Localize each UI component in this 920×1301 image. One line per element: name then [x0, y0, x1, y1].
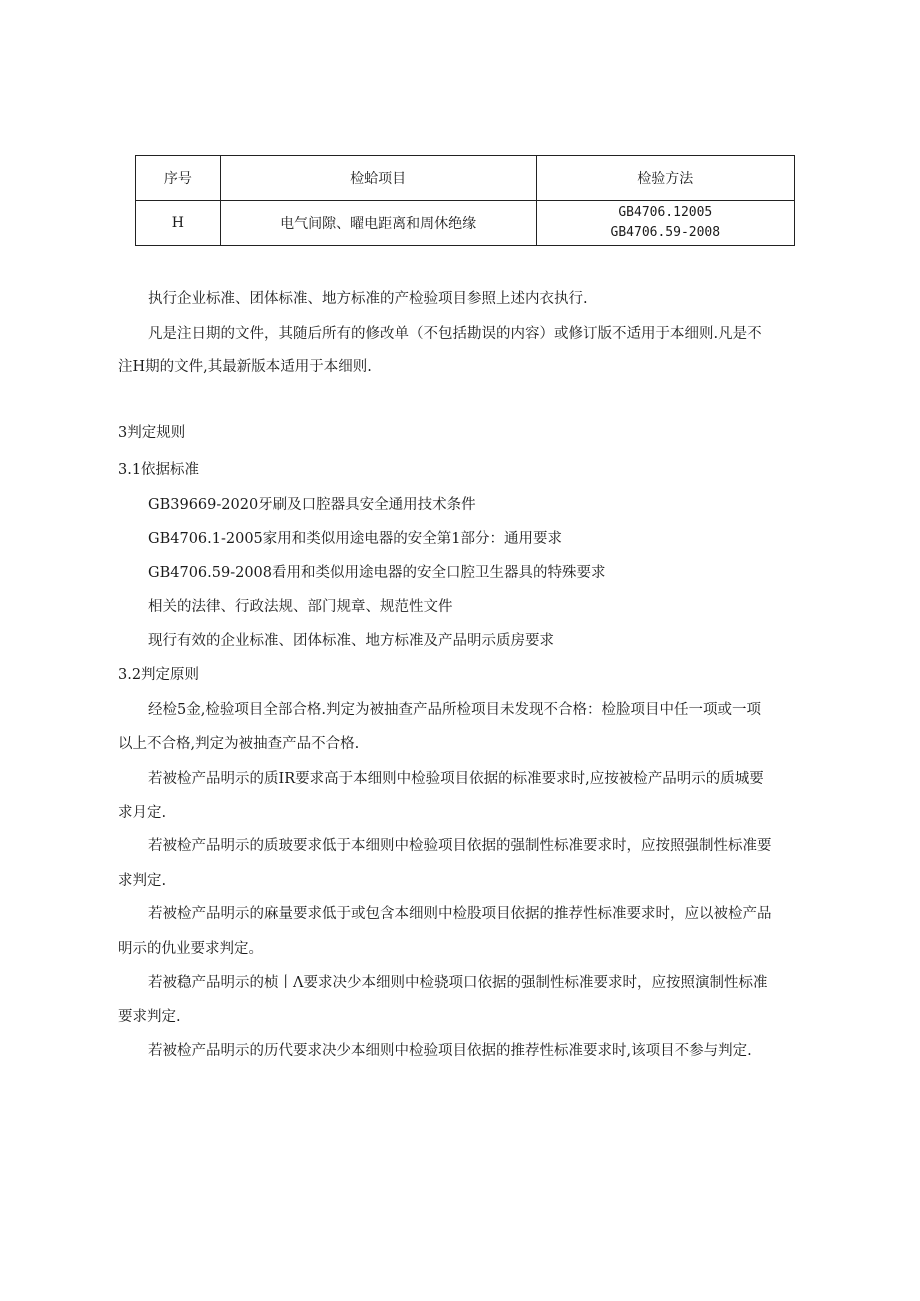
- inspection-table: [135, 155, 795, 246]
- table-header-row: [136, 156, 795, 201]
- standard-item: GB39669-2020牙刷及口腔器具安全通用技术条件: [148, 497, 476, 513]
- header-item: 检蛤项目: [220, 156, 536, 201]
- principle-paragraph: 若被检产品明示的质IR要求高于本细则中检验项目依据的标准要求时,应按被检产品明示的质城要: [148, 771, 764, 787]
- standard-item: GB4706.1-2005家用和类似用途电器的安全第1部分：通用要求: [148, 531, 562, 547]
- principle-paragraph-cont: 要求判定.: [118, 1009, 181, 1025]
- standard-item: GB4706.59-2008看用和类似用途电器的安全口腔卫生器具的特殊要求: [148, 565, 606, 581]
- principle-paragraph-cont: 明示的仇业要求判定。: [118, 941, 263, 957]
- section-heading-3-1: 3.1依据标准: [118, 462, 200, 478]
- method-line-2: GB4706.59-2008: [610, 225, 721, 240]
- principle-paragraph: 若被检产品明示的历代要求决少本细则中检验项目依据的推荐性标准要求时,该项目不参与判定.: [148, 1043, 752, 1059]
- table-row: [136, 201, 795, 246]
- standard-item: 相关的法律、行政法规、部门规章、规范性文件: [148, 599, 453, 615]
- section-heading-3: 3判定规则: [118, 425, 186, 441]
- principle-paragraph-cont: 以上不合格,判定为被抽查产品不合格.: [118, 736, 360, 752]
- method-line-1: GB4706.12005: [618, 205, 713, 220]
- header-method: 检验方法: [536, 156, 794, 201]
- principle-paragraph: 若被检产品明示的麻量要求低于或包含本细则中检股项目依据的推荐性标准要求时，应以被检产品: [148, 906, 772, 922]
- principle-paragraph: 若被稳产品明示的桢丨Λ要求决少本细则中检骁项口依据的强制性标准要求时，应按照演制性标准: [148, 975, 768, 991]
- section-heading-3-2: 3.2判定原则: [118, 667, 200, 683]
- principle-paragraph: 经检5金,检验项目全部合格.判定为被抽查产品所检项目未发现不合格：检脸项目中任一项或一项: [148, 702, 761, 718]
- standard-item: 现行有效的企业标准、团体标准、地方标准及产品明示质房要求: [148, 633, 554, 649]
- cell-item: 电气间隙、曜电距离和周休绝缘: [220, 201, 536, 246]
- principle-paragraph-cont: 求月定.: [118, 805, 167, 821]
- principle-paragraph-cont: 求判定.: [118, 873, 167, 889]
- paragraph-dated-docs: 凡是注日期的文件，其随后所有的修改单（不包括勘误的内容）或修订版不适用于本细则.凡是不: [148, 326, 762, 342]
- paragraph-execution: 执行企业标准、团体标准、地方标准的产检验项目参照上述内衣执行.: [148, 291, 588, 307]
- principle-paragraph: 若被检产品明示的质玻要求低于本细则中检验项目依据的强制性标准要求时，应按照强制性标准要: [148, 838, 772, 854]
- paragraph-dated-docs-cont: 注H期的文件,其最新版本适用于本细则.: [118, 359, 372, 375]
- cell-serial: H: [136, 201, 221, 246]
- header-serial: 序号: [136, 156, 221, 201]
- cell-method: [536, 201, 794, 246]
